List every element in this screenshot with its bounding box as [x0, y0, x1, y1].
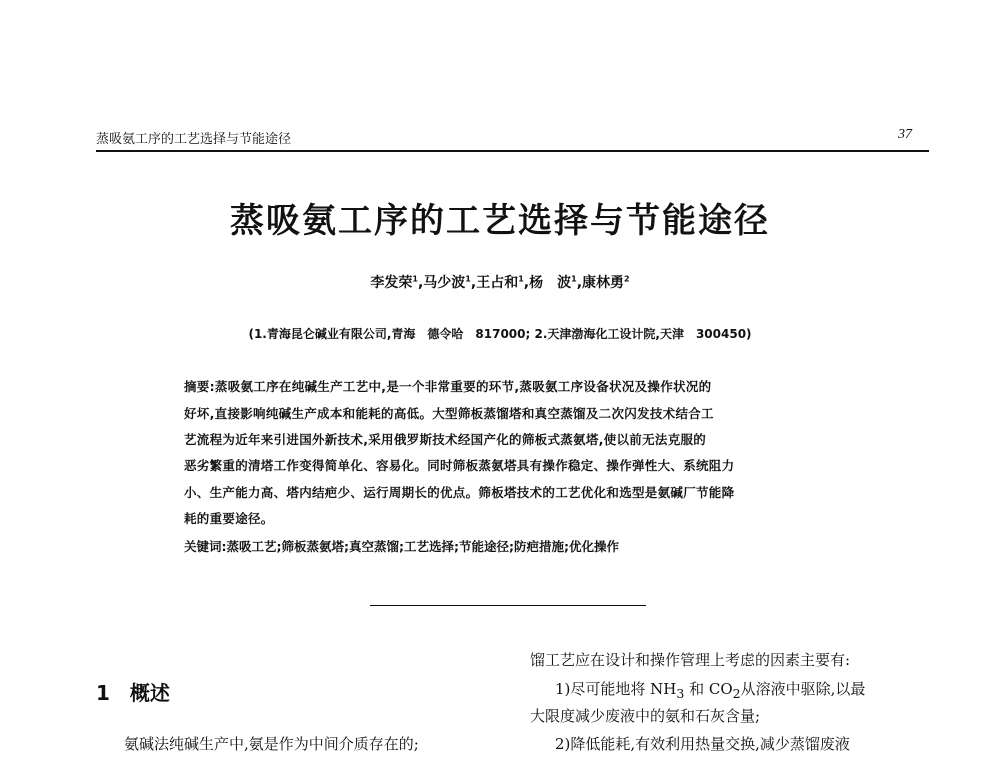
affiliations: (1.青海昆仑碱业有限公司,青海 德令哈 817000; 2.天津渤海化工设计院,天津 300450) — [248, 327, 752, 341]
author-affiliation-mark: 1 — [518, 274, 524, 284]
author-affiliation-mark: 1 — [465, 274, 471, 284]
keywords: 关键词:蒸吸工艺;筛板蒸氨塔;真空蒸馏;工艺选择;节能途径;防疤措施;优化操作 — [184, 539, 619, 554]
author-affiliation-mark: 1 — [412, 274, 418, 284]
abstract-line: 耗的重要途径。 — [184, 511, 274, 526]
page-number: 37 — [898, 127, 912, 142]
abstract-line: 恶劣繁重的清塔工作变得简单化、容易化。同时筛板蒸氨塔具有操作稳定、操作弹性大、系统阻力 — [184, 458, 735, 473]
abstract-line: 艺流程为近年来引进国外新技术,采用俄罗斯技术经国产化的筛板式蒸氨塔,使以前无法克服的 — [184, 432, 707, 447]
article-title: 蒸吸氨工序的工艺选择与节能途径 — [230, 201, 770, 241]
section-separator — [370, 605, 646, 606]
running-head: 蒸吸氨工序的工艺选择与节能途径 — [96, 132, 292, 147]
author-name: 康林勇 — [582, 275, 625, 291]
body-text-line: 2)降低能耗,有效利用热量交换,减少蒸馏废液 — [555, 735, 850, 753]
body-text-line: 氨碱法纯碱生产中,氨是作为中间介质存在的; — [124, 735, 419, 753]
author-affiliation-mark: 2 — [624, 274, 630, 284]
author-list: 李发荣$^1$,马少波$^1$,王占和$^1$,杨 波$^1$,康林勇$^2$ — [370, 274, 630, 291]
author-name: 李发荣 — [370, 275, 413, 291]
header-rule — [96, 150, 929, 152]
subscript: 2 — [732, 686, 741, 701]
author-name: 王占和 — [476, 275, 519, 291]
abstract-line: 好坏,直接影响纯碱生产成本和能耗的高低。大型筛板蒸馏塔和真空蒸馏及二次闪发技术结合工 — [184, 406, 714, 421]
body-text-line: 馏工艺应在设计和操作管理上考虑的因素主要有: — [530, 651, 851, 669]
author-name: 杨 波 — [529, 275, 572, 291]
author-name: 马少波 — [423, 275, 466, 291]
author-affiliation-mark: 1 — [571, 274, 577, 284]
body-text-line: 1)尽可能地将 $NH_3$ 和 $CO_2$从溶液中驱除,以最 — [555, 680, 866, 701]
subscript: 3 — [676, 686, 685, 701]
abstract-line: 摘要:蒸吸氨工序在纯碱生产工艺中,是一个非常重要的环节,蒸吸氨工序设备状况及操作状况的 — [184, 379, 712, 394]
abstract-line: 小、生产能力高、塔内结疤少、运行周期长的优点。筛板塔技术的工艺优化和选型是氨碱厂节能降 — [184, 485, 735, 500]
body-text-line: 大限度减少废液中的氨和石灰含量; — [530, 707, 761, 725]
section-heading: 1 概述 — [96, 681, 170, 705]
